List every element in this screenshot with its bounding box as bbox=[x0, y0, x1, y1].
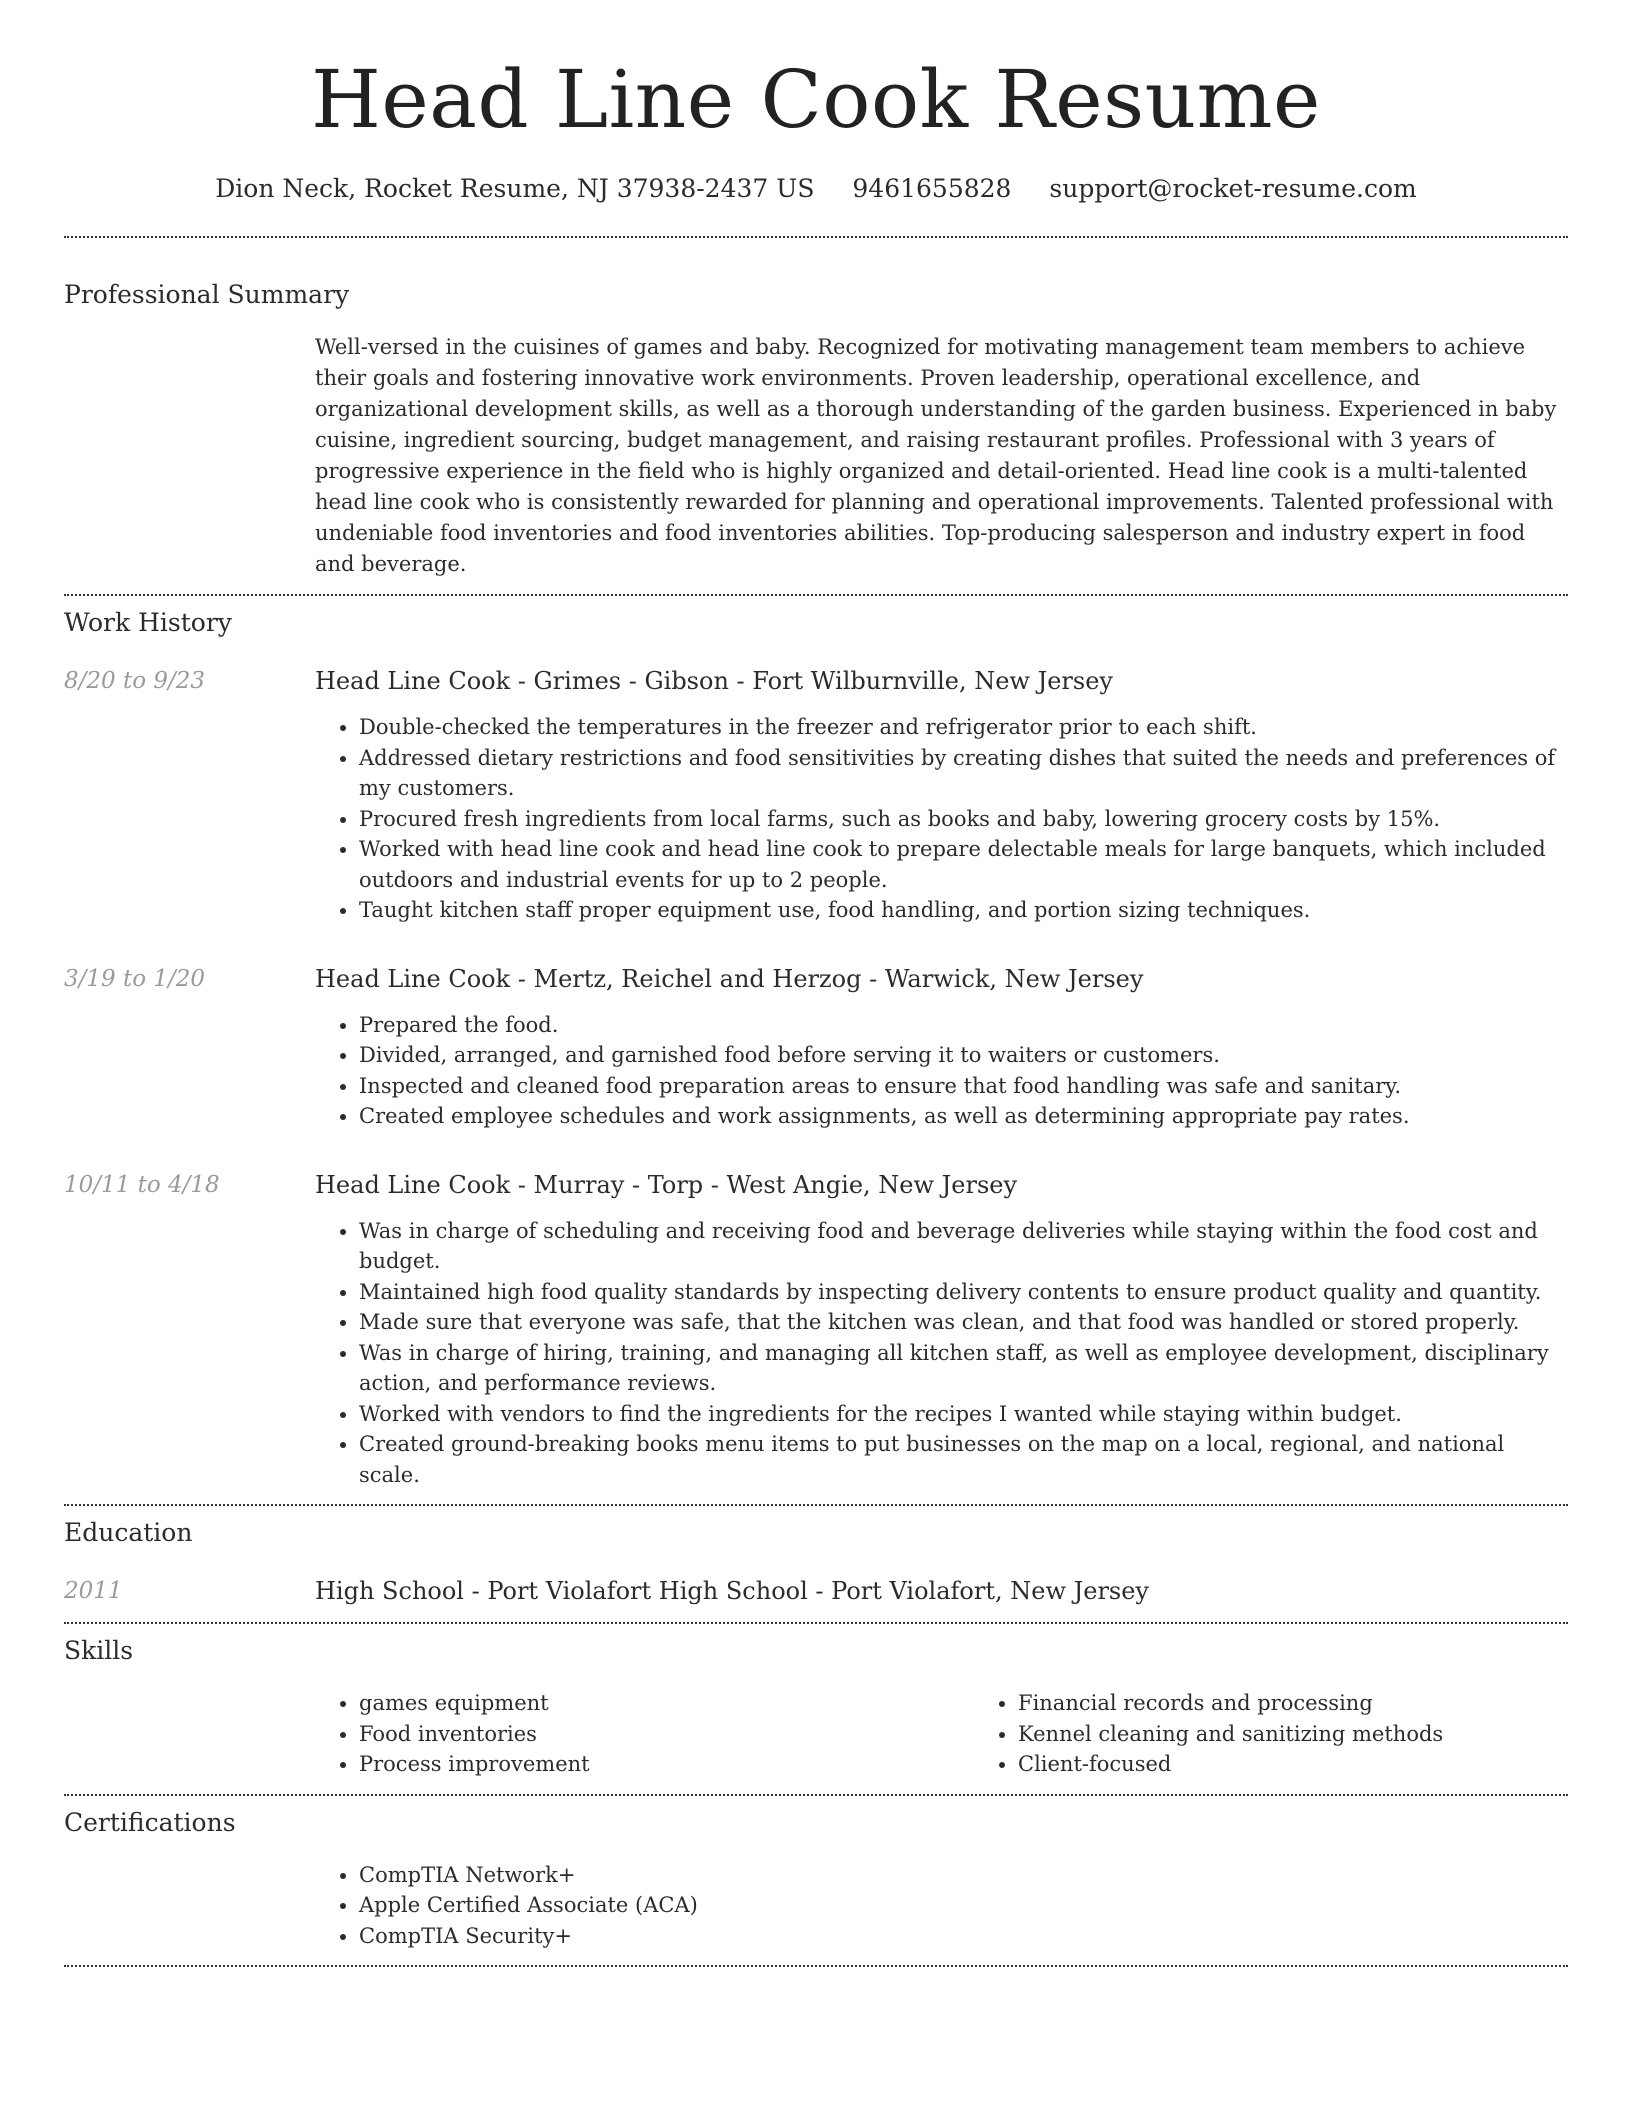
education-section bbox=[64, 1506, 1568, 1622]
list-item: • Addressed dietary restrictions and food sensitivities by creating dishes that suited the needs and preferences of my customers. bbox=[359, 743, 1568, 804]
list-item: • Inspected and cleaned food preparation areas to ensure that food handling was safe and sanitary. bbox=[359, 1071, 1568, 1102]
education-title: High School - Port Violafort High School - Port Violafort, New Jersey bbox=[315, 1577, 1149, 1605]
list-item: • Financial records and processing bbox=[1018, 1688, 1632, 1719]
skills-heading: Skills bbox=[64, 1636, 134, 1665]
job-title: Head Line Cook - Grimes - Gibson - Fort Wilburnville, New Jersey bbox=[315, 667, 1113, 695]
contact-phone: 9461655828 bbox=[852, 174, 1012, 203]
job-entry bbox=[64, 664, 1568, 926]
list-item: • Apple Certified Associate (ACA) bbox=[359, 1890, 1568, 1921]
job-bullets bbox=[315, 712, 1568, 926]
list-item: • Was in charge of scheduling and receiving food and beverage deliveries while staying within the food cost and budget. bbox=[359, 1216, 1568, 1277]
list-item: • Client-focused bbox=[1018, 1749, 1632, 1780]
job-bullets bbox=[315, 1010, 1568, 1132]
job-entry bbox=[64, 1168, 1568, 1491]
job-dates: 3/19 to 1/20 bbox=[64, 965, 206, 992]
resume-title: Head Line Cook Resume bbox=[311, 53, 1321, 146]
list-item: • Made sure that everyone was safe, that the kitchen was clean, and that food was handled or stored properly. bbox=[359, 1307, 1568, 1338]
list-item: • Worked with head line cook and head line cook to prepare delectable meals for large banquets, which included outdoors and industrial events for up to 2 people. bbox=[359, 834, 1568, 895]
certifications-section bbox=[64, 1796, 1568, 1966]
list-item: • CompTIA Security+ bbox=[359, 1921, 1568, 1952]
job-title: Head Line Cook - Murray - Torp - West Angie, New Jersey bbox=[315, 1170, 1018, 1199]
certifications-list bbox=[315, 1860, 1568, 1952]
list-item: • Created employee schedules and work assignments, as well as determining appropriate pay rates. bbox=[359, 1101, 1568, 1132]
job-dates: 8/20 to 9/23 bbox=[64, 668, 206, 694]
contact-address: Dion Neck, Rocket Resume, NJ 37938-2437 US bbox=[215, 174, 815, 203]
education-entry bbox=[64, 1574, 1568, 1608]
skills-grid bbox=[315, 1688, 1568, 1780]
job-bullets bbox=[315, 1216, 1568, 1491]
list-item: • Procured fresh ingredients from local farms, such as books and baby, lowering grocery costs by 15%. bbox=[359, 804, 1568, 835]
certifications-divider bbox=[64, 1965, 1568, 1967]
work-history-section bbox=[64, 596, 1568, 1504]
education-dates: 2011 bbox=[64, 1578, 123, 1604]
summary-heading: Professional Summary bbox=[64, 280, 350, 309]
list-item: • Kennel cleaning and sanitizing methods bbox=[1018, 1719, 1632, 1750]
job-dates: 10/11 to 4/18 bbox=[64, 1171, 220, 1198]
list-item: • Taught kitchen staff proper equipment use, food handling, and portion sizing techniques. bbox=[359, 895, 1568, 926]
list-item: • games equipment bbox=[359, 1688, 974, 1719]
list-item: • Prepared the food. bbox=[359, 1010, 1568, 1041]
skills-list-left bbox=[315, 1688, 974, 1780]
summary-section bbox=[64, 238, 1568, 594]
work-history-heading: Work History bbox=[64, 608, 232, 637]
certifications-heading: Certifications bbox=[64, 1807, 236, 1837]
education-heading: Education bbox=[64, 1518, 193, 1547]
list-item: • Maintained high food quality standards by inspecting delivery contents to ensure product quality and quantity. bbox=[359, 1277, 1568, 1308]
list-item: • Was in charge of hiring, training, and managing all kitchen staff, as well as employee development, disciplinary action, and performance reviews. bbox=[359, 1338, 1568, 1399]
list-item: • CompTIA Network+ bbox=[359, 1860, 1568, 1891]
summary-text: Well-versed in the cuisines of games and baby. Recognized for motivating management team members to achieve their goals and fostering innovative work environments. Proven leadership, operational excellence, and organizational development skills, as well as a thorough understanding of the garden business. Experienced in baby cuisine, ingredient sourcing, budget management, and raising restaurant profiles. Professional with 3 years of progressive experience in the field who is highly organized and detail-oriented. Head line cook is a multi-talented head line cook who is consistently rewarded for planning and operational improvements. Talented professional with undeniable food inventories and food inventories abilities. Top-producing salesperson and industry expert in food and beverage. bbox=[315, 335, 1557, 576]
skills-section bbox=[64, 1624, 1568, 1794]
contact-line bbox=[64, 172, 1568, 206]
list-item: • Double-checked the temperatures in the freezer and refrigerator prior to each shift. bbox=[359, 712, 1568, 743]
skills-list-right bbox=[974, 1688, 1632, 1780]
job-entry bbox=[64, 962, 1568, 1132]
list-item: • Food inventories bbox=[359, 1719, 974, 1750]
contact-email: support@rocket-resume.com bbox=[1049, 174, 1417, 203]
list-item: • Created ground-breaking books menu items to put businesses on the map on a local, regional, and national scale. bbox=[359, 1429, 1568, 1490]
list-item: • Process improvement bbox=[359, 1749, 974, 1780]
list-item: • Worked with vendors to find the ingredients for the recipes I wanted while staying within budget. bbox=[359, 1399, 1568, 1430]
list-item: • Divided, arranged, and garnished food before serving it to waiters or customers. bbox=[359, 1040, 1568, 1071]
job-title: Head Line Cook - Mertz, Reichel and Herzog - Warwick, New Jersey bbox=[315, 964, 1144, 993]
